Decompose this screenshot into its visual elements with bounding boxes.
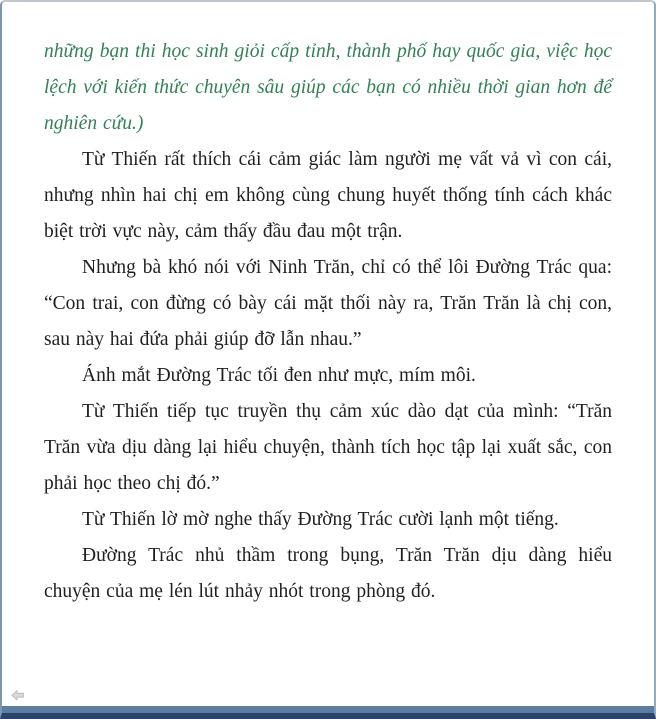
page-back-arrow-icon[interactable] bbox=[10, 687, 26, 703]
paragraph: Từ Thiến lờ mờ nghe thấy Đường Trác cười lạnh một tiếng. bbox=[82, 509, 559, 530]
paragraph: Nhưng bà khó nói với Ninh Trăn, chỉ có thể lôi Đường Trác qua: “Con trai, con đừng có bày cái mặt thối này ra, Trăn Trăn là chị con, sau này hai đứa phải giúp đỡ lẫn nhau.” bbox=[44, 257, 612, 350]
paragraph-green-annotation: những bạn thi học sinh giỏi cấp tỉnh, thành phố hay quốc gia, việc học lệch với kiến thức chuyên sâu giúp các bạn có nhiều thời gian hơn để nghiên cứu.) bbox=[44, 41, 612, 134]
paragraph: Đường Trác nhủ thầm trong bụng, Trăn Trăn dịu dàng hiểu chuyện của mẹ lén lút nhảy nhót trong phòng đó. bbox=[44, 545, 612, 602]
paragraph: Ánh mắt Đường Trác tối đen như mực, mím môi. bbox=[82, 365, 476, 386]
document-text-area bbox=[2, 2, 654, 610]
paragraph: Từ Thiến tiếp tục truyền thụ cảm xúc dào dạt của mình: “Trăn Trăn vừa dịu dàng lại hiểu chuyện, thành tích học tập lại xuất sắc, con phải học theo chị đó.” bbox=[44, 401, 612, 494]
page-footer bbox=[10, 687, 30, 705]
paragraph: Từ Thiến rất thích cái cảm giác làm người mẹ vất vả vì con cái, nhưng nhìn hai chị em không cùng chung huyết thống tính cách khác biệt trời vực này, cảm thấy đầu đau một trận. bbox=[44, 149, 612, 242]
